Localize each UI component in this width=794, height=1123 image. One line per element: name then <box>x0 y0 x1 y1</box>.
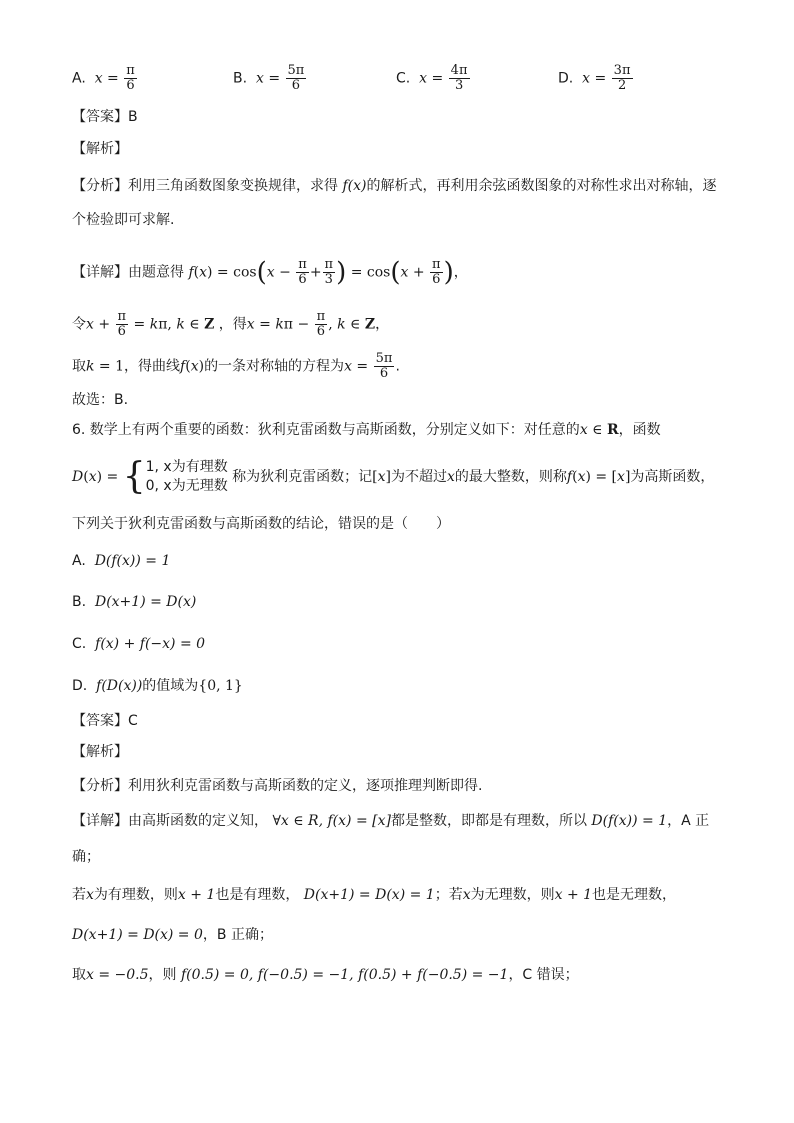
q6-detail-3: 若x为有理数，则x + 1也是有理数， D(x+1) = D(x) = 1；若x为无理数，则x + 1也是无理数， <box>72 887 677 903</box>
q6-option-d: D. f(D(x))的值域为{0, 1} <box>72 678 243 694</box>
choose-line-prev: 故选：B. <box>72 392 129 408</box>
detail-line-prev-2: 令x + $\frac{\pi}{6}$ = kπ, k ∈ Z ，得x = kπ − $\frac{\pi}{6}$ , k ∈ Z， <box>72 309 390 339</box>
q6-detail-4: D(x+1) = D(x) = 0，B 正确； <box>72 927 273 943</box>
option-a: A. x = $\frac{\pi}{6}$ <box>72 63 135 93</box>
q6-stem-3: 下列关于狄利克雷函数与高斯函数的结论，错误的是（ ） <box>72 516 450 532</box>
q6-stem-2: D(x) = { 1, x为有理数 0, x为无理数 称为狄利克雷函数；记[x]为不超过x的最大整数，则称f(x) = [x]为高斯函数， <box>72 456 715 497</box>
q6-option-c: C. f(x) + f(−x) = 0 <box>72 636 206 652</box>
q6-detail-2: 确； <box>72 849 100 865</box>
q6-option-a: A. D(f(x)) = 1 <box>72 553 171 569</box>
q6-stem-1: 6. 数学上有两个重要的函数：狄利克雷函数与高斯函数，分别定义如下：对任意的x ∈ R，函数 <box>72 422 661 438</box>
answer-line-prev: 【答案】B <box>72 109 138 125</box>
q6-detail-1: 【详解】由高斯函数的定义知， ∀x ∈ R, f(x) = [x]都是整数，即都是有理数，所以 D(f(x)) = 1，A 正 <box>72 813 710 829</box>
option-c: C. x = $\frac{4\pi}{3}$ <box>396 63 468 93</box>
detail-line-prev-3: 取k = 1，得曲线f(x)的一条对称轴的方程为x = $\frac{5\pi}{6}$ . <box>72 351 400 381</box>
q6-analysis-label: 【解析】 <box>72 744 128 760</box>
q6-fenxi-line: 【分析】利用狄利克雷函数与高斯函数的定义，逐项推理判断即得. <box>72 778 483 794</box>
analysis-label-prev: 【解析】 <box>72 141 128 157</box>
option-d: D. x = $\frac{3\pi}{2}$ <box>558 63 631 93</box>
option-b: B. x = $\frac{5\pi}{6}$ <box>233 63 305 93</box>
fenxi-line-prev-2: 个检验即可求解. <box>72 212 175 228</box>
q6-detail-5: 取x = −0.5，则 f(0.5) = 0, f(−0.5) = −1, f(0.5) + f(−0.5) = −1，C 错误； <box>72 967 579 983</box>
q6-option-b: B. D(x+1) = D(x) <box>72 594 197 610</box>
detail-line-prev-1: 【详解】由题意得 f(x) = cos(x − $\frac{\pi}{6}$ + $\frac{\pi}{3}$ ) = cos(x + $\frac{\pi}{6}$ )， <box>72 257 468 288</box>
q6-answer-line: 【答案】C <box>72 713 138 729</box>
fenxi-line-prev: 【分析】利用三角函数图象变换规律，求得 f(x)的解析式，再利用余弦函数图象的对称性求出对称轴，逐 <box>72 178 717 194</box>
